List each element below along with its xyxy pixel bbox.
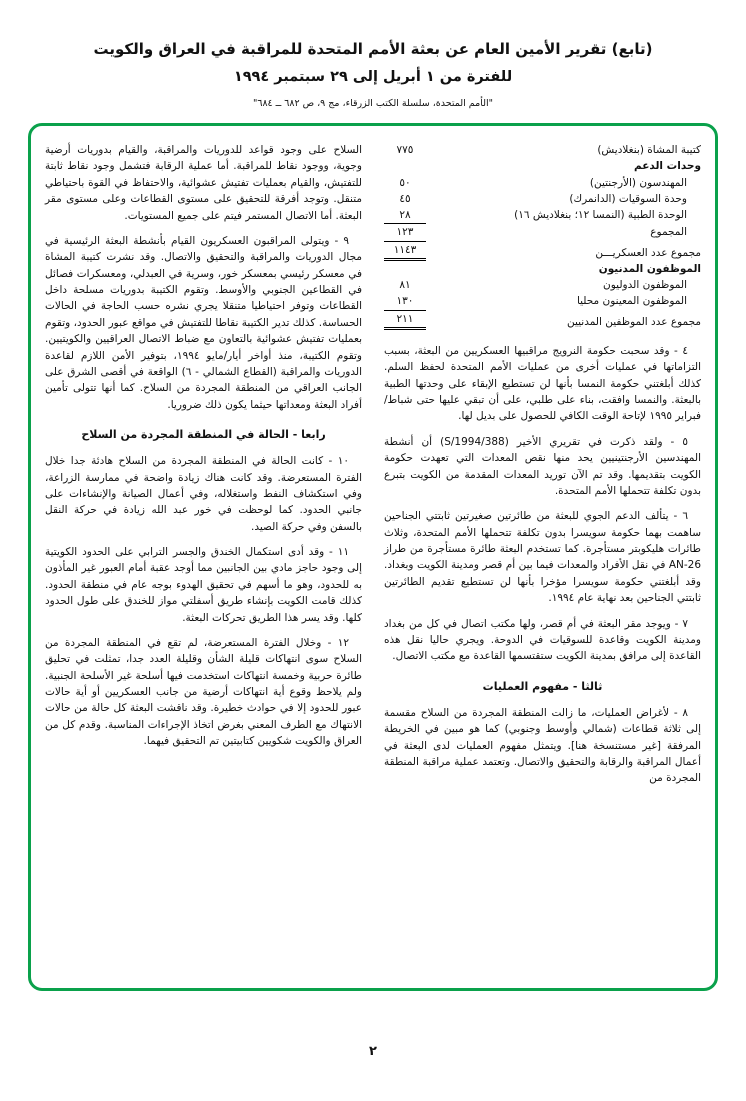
row-label: المهندسون (الأرجنتين) — [589, 176, 687, 189]
paragraph-11: ١١ - وقد أدى استكمال الخندق والجسر الترابي على الحدود الكويتية إلى وجود حاجز مادي بين الجانبين مما أوجد عقبة أمام العبور غير المأذون به للحدود، وهو ما أسهم في تحقيق الهدوء بوجه عام في منطقة الحدود. كذلك قامت الكويت بإنشاء طريق أسفلتي مواز للخندق على طول الحدود كلها. وقد يسر هذا الطريق تحركات البعثة. — [45, 546, 362, 624]
row-label: كتيبة المشاة (بنغلاديش) — [597, 144, 701, 156]
row-label: الوحدة الطبية (النمسا ١٢؛ بنغلاديش ١٦) — [514, 209, 687, 222]
row-value: ٥٠ — [399, 176, 411, 189]
table-row — [384, 293, 701, 309]
table-row — [384, 191, 701, 207]
table-row — [384, 261, 701, 277]
paragraph-5: ٥ - ولقد ذكرت في تقريري الأخير (S/1994/388) أن أنشطة المهندسين الأرجنتينيين يحد منها نقص المعدات التي تعهدت حكومة الكويت بتقديمها. وقد تم الآن توريد المعدات المقدمة من الكويت بتبرع بدون تكلفة تتحملها الأمم المتحدة. — [384, 435, 701, 497]
row-value: ٤٥ — [399, 192, 411, 205]
row-label: الموظفون المدنيون — [598, 262, 701, 275]
section-heading-fourth: رابعا - الحالة في المنطقة المجردة من السلاح — [81, 428, 326, 441]
row-value: ٧٧٥ — [396, 144, 414, 156]
table-row — [384, 158, 701, 174]
table-row — [384, 310, 701, 330]
paragraph-10: ١٠ - كانت الحالة في المنطقة المجردة من السلاح هادئة جدا خلال الفترة المستعرضة. وقد كانت هناك زيادة واضحة في ممارسة الزراعة، وفي استكشاف النفط واستغلاله، وفي أعمال الصيانة والإنشاءات على جانبي الحدود. كما لوحظت في خور عبد الله زيادة في حركة النقل بالسفن وفي حركة الصيد. — [45, 455, 362, 533]
row-label: الموظفون المعينون محليا — [576, 295, 687, 308]
row-value: ١١٤٣ — [384, 241, 426, 261]
row-value: ١٣٠ — [396, 295, 414, 308]
row-label: الموظفون الدوليون — [603, 279, 687, 292]
table-row — [384, 277, 701, 293]
row-label: المجموع — [650, 226, 687, 239]
section-heading-third: ثالثا - مفهوم العمليات — [482, 679, 603, 693]
paragraph-8: ٨ - لأغراض العمليات، ما زالت المنطقة المجردة من السلاح مقسمة إلى ثلاثة قطاعات (شمالي وأوسط وجنوبي) كما هو مبين في الخريطة المرفقة [غير مستنسخة هنا]. ويتمثل مفهوم العمليات لدى البعثة في أعمال المراقبة والرقابة والتحقيق والاتصال. وتعتمد عملية مراقبة المنطقة المجردة من — [384, 706, 701, 785]
source-note: "الأمم المتحدة، سلسلة الكتب الزرقاء، مج ٩، ص ٦٨٢ ــ ٦٨٤" — [252, 98, 494, 109]
row-label: مجموع عدد الموظفين المدنيين — [566, 315, 701, 328]
column-right — [384, 142, 701, 980]
paragraph-7: ٧ - ويوجد مقر البعثة في أم قصر، ولها مكتب اتصال في كل من بغداد ومدينة الكويت وقاعدة للسوقيات في الدوحة. ويجري حاليا نقل هذه القاعدة إلى مرافق بمدينة الكويت ستقتسمها القاعدة مع مكتب الاتصال. — [384, 617, 701, 663]
table-row — [384, 223, 701, 240]
table-row — [384, 175, 701, 191]
paragraph-12: ١٢ - وخلال الفترة المستعرضة، لم تقع في المنطقة المجردة من السلاح سوى انتهاكات قليلة الشأن وقليلة العدد جدا، تمثلت في تحليق طائرة حربية وخمسة انتهاكات استخدمت فيها أسلحة غير الأسلحة الجنبية. ولم يلاحظ وقوع أية انتهاكات أرضية من جانب العسكريين أو أية حالات عبور للحدود إلا في حوادث خطيرة. وقد ناقشت البعثة كل حالة من حالات الانتهاك مع الطرف المعني بغرض اتخاذ الإجراءات المناسبة. وقدم كل من العراق والكويت شكويين كتابيتين تم التحقيق فيهما. — [45, 636, 362, 748]
content-border-box — [28, 123, 718, 991]
row-label: وحدة السوقيات (الدانمرك) — [569, 192, 687, 205]
table-row — [384, 241, 701, 261]
paragraph-6: ٦ - يتألف الدعم الجوي للبعثة من طائرتين صغيرتين ثابتتي الجناحين ساهمت بهما حكومة سويسرا بدون تكلفة تتحملها الأمم المتحدة، وثلاث طائرات هليكوبتر مستأجرة. كما تستخدم البعثة طائرة مستأجرة من طراز AN-26 في نقل الأفراد والمعدات فيما بين أم قصر ومدينة الكويت وبغداد. وقد أبلغتني حكومة سويسرا مؤخرا بأنها لن تستطيع تقديم الطائرتين ثابتتي الجناحين بعد نهاية عام ١٩٩٤. — [384, 510, 701, 605]
document-header — [0, 0, 746, 109]
two-column-layout — [45, 142, 701, 980]
paragraph-continuation: السلاح على وجود قواعد للدوريات والمراقبة، والقيام بدوريات أرضية وجوية، ووجود نقاط للمراقبة. أما عملية الرقابة فتشمل وجود نقاط ثابتة للتفتيش، والقيام بعمليات تفتيش عشوائية، والاحتفاظ في القوة باحتياطي متنقل. وتوجد أفرقة للتحقيق على مستوى القطاعات وعلى مستوى مقر البعثة. أما الاتصال المستمر فيتم على جميع المستويات. — [45, 144, 362, 222]
report-title-line2: للفترة من ١ أبريل إلى ٢٩ سبتمبر ١٩٩٤ — [233, 69, 513, 85]
report-title-line1: (تابع) تقرير الأمين العام عن بعثة الأمم المتحدة للمراقبة في العراق والكويت — [93, 40, 653, 58]
table-row — [384, 207, 701, 223]
column-left — [45, 142, 362, 980]
paragraph-4: ٤ - وقد سحبت حكومة النرويج مراقبيها العسكريين من البعثة، بسبب التزاماتها في عمليات أخرى من عمليات الأمم المتحدة لحفظ السلم. كذلك أبلغتني حكومة النمسا بأنها لن تستطيع الإبقاء على وحدتها الطبية بالبعثة. والنمسا وافقت، بناء على طلبي، على أن تبقي عليها حتى شباط/فبراير ١٩٩٥ لإتاحة الوقت الكافي للحصول على بديل لها. — [384, 344, 701, 423]
page-number: ٢ — [369, 1044, 377, 1059]
row-value: ٢٨ — [399, 209, 411, 222]
paragraph-9: ٩ - ويتولى المراقبون العسكريون القيام بأنشطة البعثة الرئيسية في مجال الدوريات والمراقبة والتحقيق والاتصال. وقد نشرت كتيبة المشاة في معسكر رئيسي بمعسكر خور، وسرية في العبدلي، ومعسكرات فصائل في القطاعين الجنوبي والأوسط. وتقوم الكتيبة بدوريات مسلحة داخل القطاعات وتوفر احتياطيا متنقلا يجري نشره حسب الحاجة في الحالات الحساسة. كذلك تدير الكتيبة نقاطا للتفتيش في مواقع عبور الحدود، وتقوم بعمليات تفتيش عشوائية بالتعاون مع ضباط الاتصال العراقيين والكويتيين. وتقوم الكتيبة، منذ أواخر أيار/مايو ١٩٩٤، بتوفير الأمن اللازم لقاعدة الدوريات والمراقبة (القطاع الشمالي - ٦) الواقعة في أقصى الشرق على الجانب العراقي من المنطقة المجردة من السلاح. كما أنها تتولى تأمين أفراد البعثة ومعداتها حيثما يكون ذلك ضروريا. — [45, 234, 362, 411]
row-value: ٨١ — [399, 279, 411, 292]
row-label: مجموع عدد العسكريـــن — [595, 246, 701, 259]
personnel-strength-table — [384, 142, 701, 330]
row-value: ٢١١ — [384, 310, 426, 330]
row-label: وحدات الدعم — [634, 160, 701, 173]
row-value: ١٢٣ — [384, 223, 426, 240]
table-row — [384, 142, 701, 158]
